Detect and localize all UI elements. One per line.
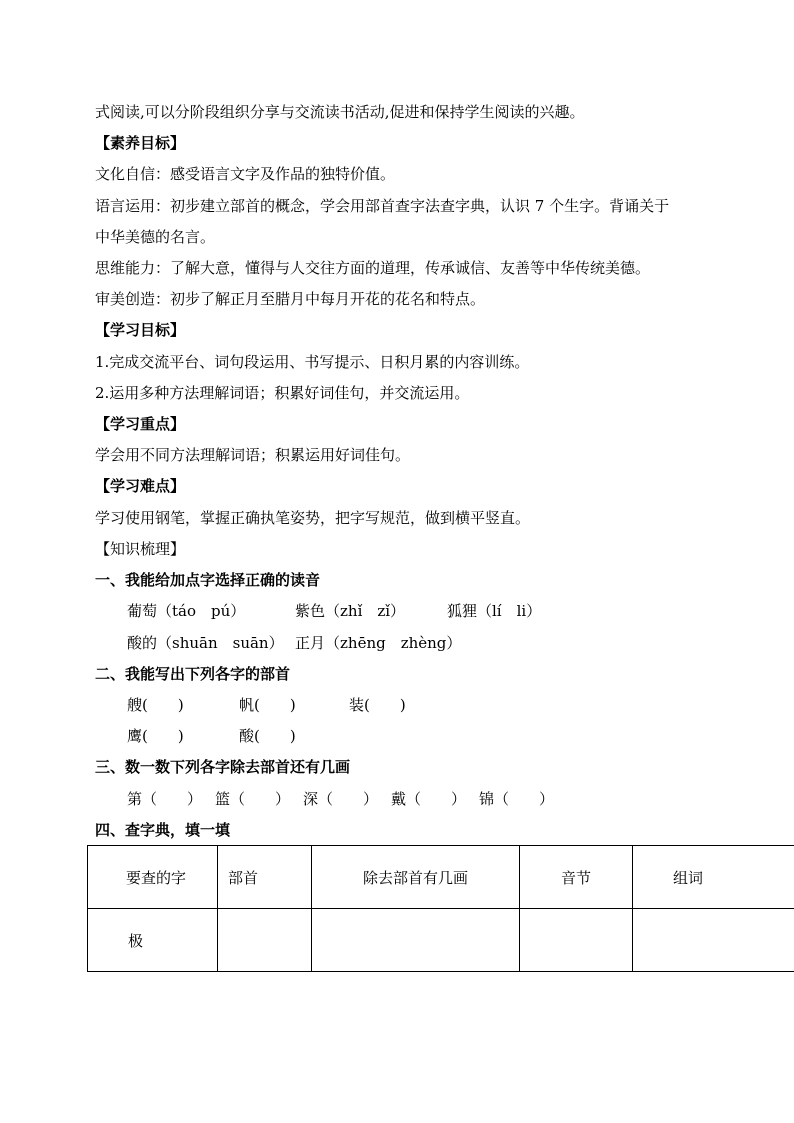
section3-title: 三、数一数下列各字除去部首还有几画 xyxy=(95,758,351,776)
header-cell: 部首 xyxy=(218,846,312,909)
literacy-goals-heading: 【素养目标】 xyxy=(95,134,186,152)
key-points-text: 学会用不同方法理解词语；积累运用好词佳句。 xyxy=(95,446,411,464)
goal-aesthetic: 审美创造：初步了解正月至腊月中每月开花的花名和特点。 xyxy=(95,290,486,308)
pinyin-item: 紫色（zhǐ zǐ） xyxy=(295,602,406,620)
intro-text: 式阅读,可以分阶段组织分享与交流读书活动,促进和保持学生阅读的兴趣。 xyxy=(95,103,585,121)
radical-item: 帆( ) xyxy=(239,696,296,714)
learning-goal-2: 2.运用多种方法理解词语；积累好词佳句，并交流运用。 xyxy=(95,384,470,402)
stroke-item: 深（ ） xyxy=(303,790,379,808)
learning-goal-1: 1.完成交流平台、词句段运用、书写提示、日积月累的内容训练。 xyxy=(95,353,530,371)
table-cell-word[interactable] xyxy=(633,909,794,972)
header-cell: 除去部首有几画 xyxy=(312,846,520,909)
radical-item: 艘( ) xyxy=(127,696,184,714)
header-cell: 音节 xyxy=(520,846,633,909)
radical-item: 鹰( ) xyxy=(127,727,184,745)
goal-thinking: 思维能力：了解大意，懂得与人交往方面的道理，传承诚信、友善等中华传统美德。 xyxy=(95,259,651,277)
table-header-row xyxy=(88,846,794,909)
pinyin-item: 葡萄（táo pú） xyxy=(127,602,246,620)
pinyin-item: 正月（zhēng zhèng） xyxy=(295,634,462,652)
goal-language-line2: 中华美德的名言。 xyxy=(95,228,216,246)
difficulties-text: 学习使用钢笔，掌握正确执笔姿势，把字写规范，做到横平竖直。 xyxy=(95,509,531,527)
header-cell: 组词 xyxy=(633,846,794,909)
table-cell-strokes[interactable] xyxy=(312,909,520,972)
radical-item: 酸( ) xyxy=(239,727,296,745)
difficulties-heading: 【学习难点】 xyxy=(95,477,186,495)
pinyin-item: 酸的（shuān suān） xyxy=(127,634,284,652)
stroke-item: 锦（ ） xyxy=(479,790,555,808)
section1-title: 一、我能给加点字选择正确的读音 xyxy=(95,571,321,589)
dictionary-table xyxy=(87,845,794,972)
table-cell-syllable[interactable] xyxy=(520,909,633,972)
table-cell-char: 极 xyxy=(88,909,218,972)
table-cell-radical[interactable] xyxy=(218,909,312,972)
goal-culture: 文化自信：感受语言文字及作品的独特价值。 xyxy=(95,165,396,183)
radical-item: 装( ) xyxy=(349,696,406,714)
pinyin-item: 狐狸（lí li） xyxy=(447,602,542,620)
learning-goals-heading: 【学习目标】 xyxy=(95,321,186,339)
key-points-heading: 【学习重点】 xyxy=(95,415,186,433)
knowledge-heading: 【知识梳理】 xyxy=(95,540,186,558)
stroke-item: 第（ ） xyxy=(127,790,203,808)
stroke-item: 篮（ ） xyxy=(215,790,291,808)
header-cell: 要查的字 xyxy=(88,846,218,909)
stroke-item: 戴（ ） xyxy=(391,790,467,808)
goal-language-line1: 语言运用：初步建立部首的概念，学会用部首查字法查字典，认识 7 个生字。背诵关于 xyxy=(95,197,670,215)
section4-title: 四、查字典，填一填 xyxy=(95,821,231,839)
section2-title: 二、我能写出下列各字的部首 xyxy=(95,665,291,683)
table-row xyxy=(88,909,794,972)
